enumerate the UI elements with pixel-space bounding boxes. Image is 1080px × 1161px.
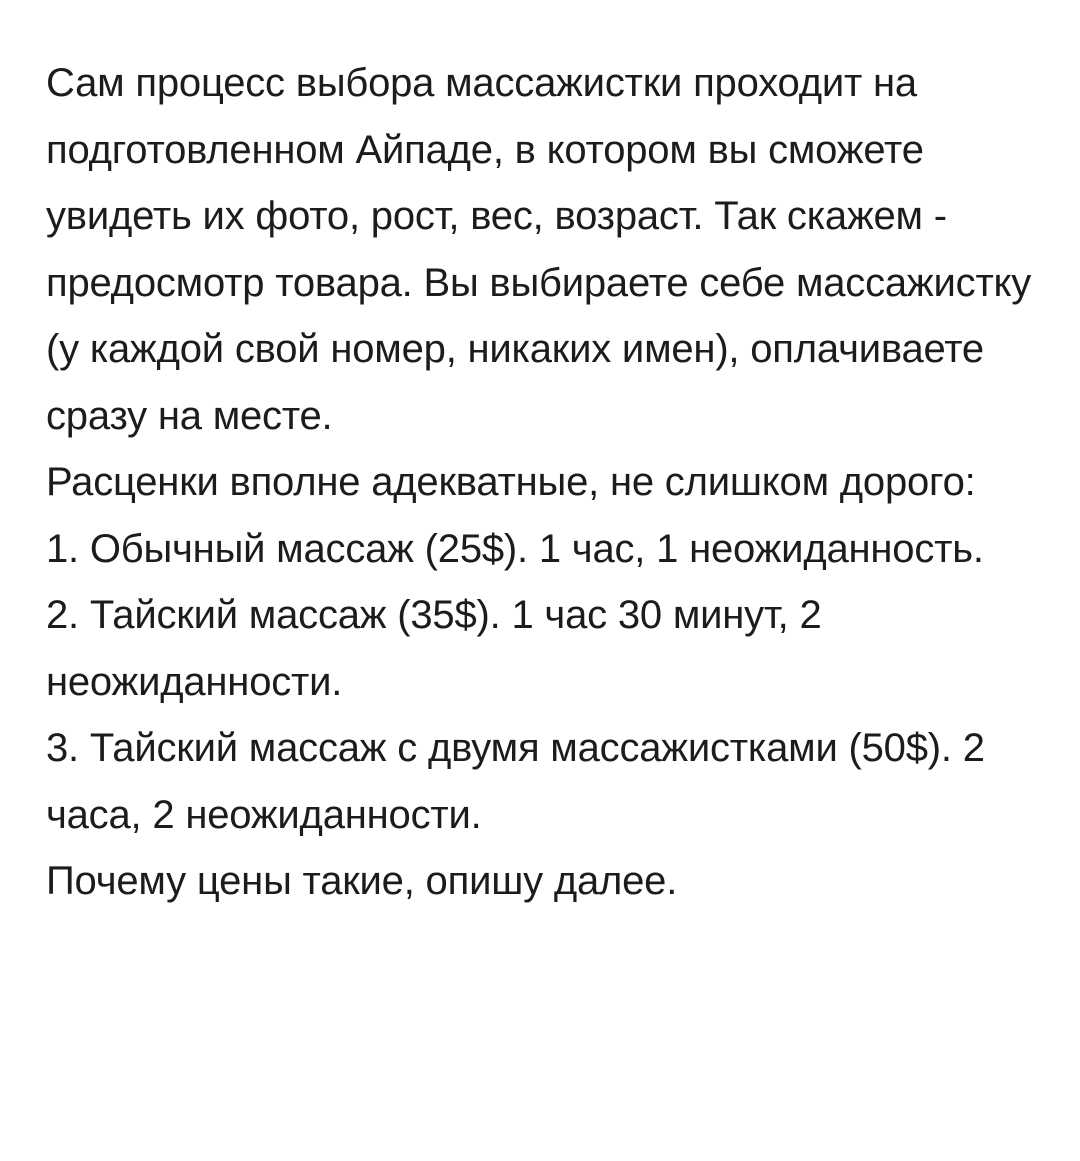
paragraph-massage-selection: Сам процесс выбора массажистки проходит на подготовленном Айпаде, в котором вы сможете увидеть их фото, рост, вес, возраст. Так скажем - предосмотр товара. Вы выбираете себе массажистку (у каждой свой номер, никаких имен), оплачиваете сразу на месте. <box>46 61 1032 438</box>
post-text-body <box>46 50 1056 915</box>
list-item-thai-massage-two: 3. Тайский массаж с двумя массажистками (50$). 2 часа, 2 неожиданности. <box>46 726 985 837</box>
paragraph-prices-intro: Расценки вполне адекватные, не слишком дорого: <box>46 460 976 504</box>
list-item-regular-massage: 1. Обычный массаж (25$). 1 час, 1 неожиданность. <box>46 526 984 571</box>
list-item-thai-massage: 2. Тайский массаж (35$). 1 час 30 минут, 2 неожиданности. <box>46 593 822 704</box>
paragraph-closing: Почему цены такие, опишу далее. <box>46 859 678 903</box>
